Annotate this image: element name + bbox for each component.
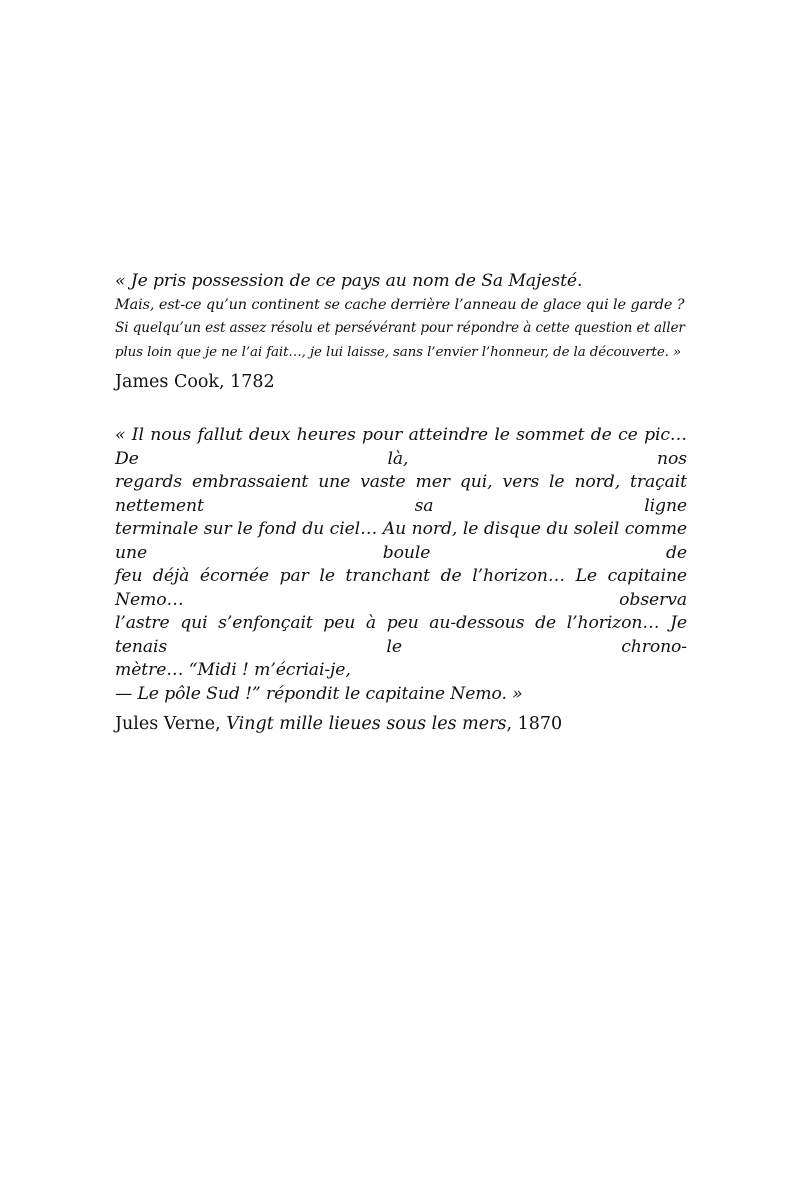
quote-line: l’astre qui s’enfonçait peu à peu au-dessous de l’horizon… Je tenais le chrono- <box>115 613 687 657</box>
attribution-author: Jules Verne, <box>115 714 227 734</box>
quote-line: feu déjà écornée par le tranchant de l’horizon… Le capitaine Nemo… observa <box>115 566 687 610</box>
quote-line: « Il nous fallut deux heures pour atteindre le sommet de ce pic… De là, nos <box>115 425 687 469</box>
quote-line: terminale sur le fond du ciel… Au nord, le disque du soleil comme une boule de <box>115 519 687 563</box>
attribution-year: , 1870 <box>506 714 563 734</box>
quote-text <box>115 270 687 364</box>
quote-line: plus loin que je ne l’ai fait…, je lui laisse, sans l’envier l’honneur, de la découverte. » <box>115 344 682 360</box>
quote-line: — Le pôle Sud !” répondit le capitaine Nemo. » <box>115 683 523 704</box>
epigraph-verne <box>115 424 687 736</box>
quote-line: regards embrassaient une vaste mer qui, vers le nord, traçait nettement sa ligne <box>115 472 687 516</box>
quote-line: mètre… “Midi ! m’écriai-je, <box>115 660 351 680</box>
attribution-work-title: Vingt mille lieues sous les mers <box>226 714 507 734</box>
quote-text <box>115 424 687 706</box>
attribution-author: James Cook, 1782 <box>115 372 275 392</box>
quote-attribution <box>115 712 687 736</box>
epigraph-cook <box>115 270 687 394</box>
epigraph-page <box>115 270 687 736</box>
quote-attribution <box>115 370 687 394</box>
quote-line: « Je pris possession de ce pays au nom de Sa Majesté. <box>115 271 583 291</box>
quote-line: Si quelqu’un est assez résolu et persévérant pour répondre à cette question et aller <box>115 320 685 336</box>
quote-line: Mais, est-ce qu’un continent se cache derrière l’anneau de glace qui le garde ? <box>115 296 685 313</box>
